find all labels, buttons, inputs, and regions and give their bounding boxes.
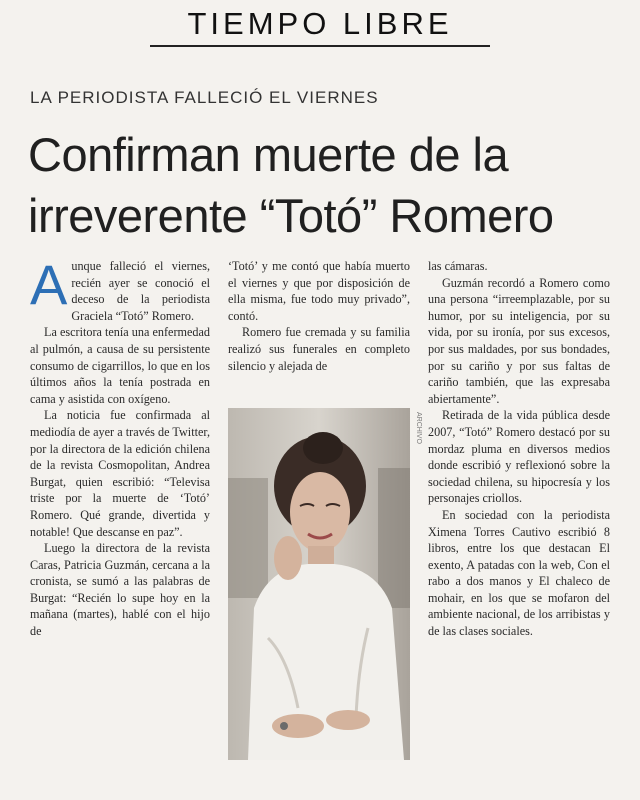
article-paragraph: ‘Totó’ y me contó que había muerto el viernes y que por disposición de ella misma, fue todo muy privado”, contó. <box>228 259 410 323</box>
article-paragraph: las cámaras. <box>428 259 488 273</box>
article-paragraph: La noticia fue confirmada al mediodía de ayer a través de Twitter, por la directora de la edición chilena de la revista Cosmopolitan, Andrea Burgat, quien escribió: “Televisa triste por la muerte de ‘Totó’ Romero. Qué grande, divertida y notable! Que descanse en paz”. <box>30 408 210 539</box>
article-paragraph: La escritora tenía una enfermedad al pulmón, a causa de su persistente consumo de cigarrillos, lo que en los últimos años la tenía postrada en cama y asistida con oxígeno. <box>30 325 210 406</box>
article-paragraph: Luego la directora de la revista Caras, Patricia Guzmán, cercana a la cronista, se sumó a las palabras de Burgat: “Recién lo supe hoy en la mañana (martes), hablé con el hijo de <box>30 541 210 639</box>
portrait-photo <box>228 408 410 760</box>
article-column-2 <box>228 258 410 398</box>
section-header <box>150 4 490 44</box>
photo-credit: ARCHIVO <box>415 412 422 444</box>
article-paragraph: Guzmán recordó a Romero como una persona “irreemplazable, por su humor, por su inteligencia, por su vida, por su ironía, por sus excesos, por sus maldades, por sus bondades, por su cariño y por sus faltas de cariño también, que las expresaba abiertamente”. <box>428 275 610 406</box>
article-headline: Confirman muerte de la irreverente “Totó” Romero <box>28 128 554 242</box>
article-column-3 <box>428 258 610 758</box>
article-column-1 <box>30 253 210 768</box>
article-paragraph: Retirada de la vida pública desde 2007, “Totó” Romero destacó por su mordaz pluma en diversos medios donde escribió y reflexionó sobre la sociedad chilena, su hipocresía y los personajes criollos. <box>428 408 610 506</box>
drop-cap: A <box>30 253 68 316</box>
section-title: TIEMPO LIBRE <box>187 6 453 41</box>
article-kicker: LA PERIODISTA FALLECIÓ EL VIERNES <box>30 88 379 107</box>
article-paragraph: En sociedad con la periodista Ximena Torres Cautivo escribió 8 libros, entre los que destacan El exento, A patadas con la web, Con el rabo a dos manos y El chaleco de mohair, en los que se mofaron del ambiente nacional, de los arribistas y de las clases sociales. <box>428 507 610 639</box>
section-divider <box>150 45 490 47</box>
article-paragraph: Romero fue cremada y su familia realizó sus funerales en completo silencio y alejada de <box>228 325 410 373</box>
article-paragraph: Aunque falleció el viernes, recién ayer se conoció el deceso de la periodista Graciela “Totó” Romero. <box>30 253 210 323</box>
portrait-image <box>228 408 410 760</box>
